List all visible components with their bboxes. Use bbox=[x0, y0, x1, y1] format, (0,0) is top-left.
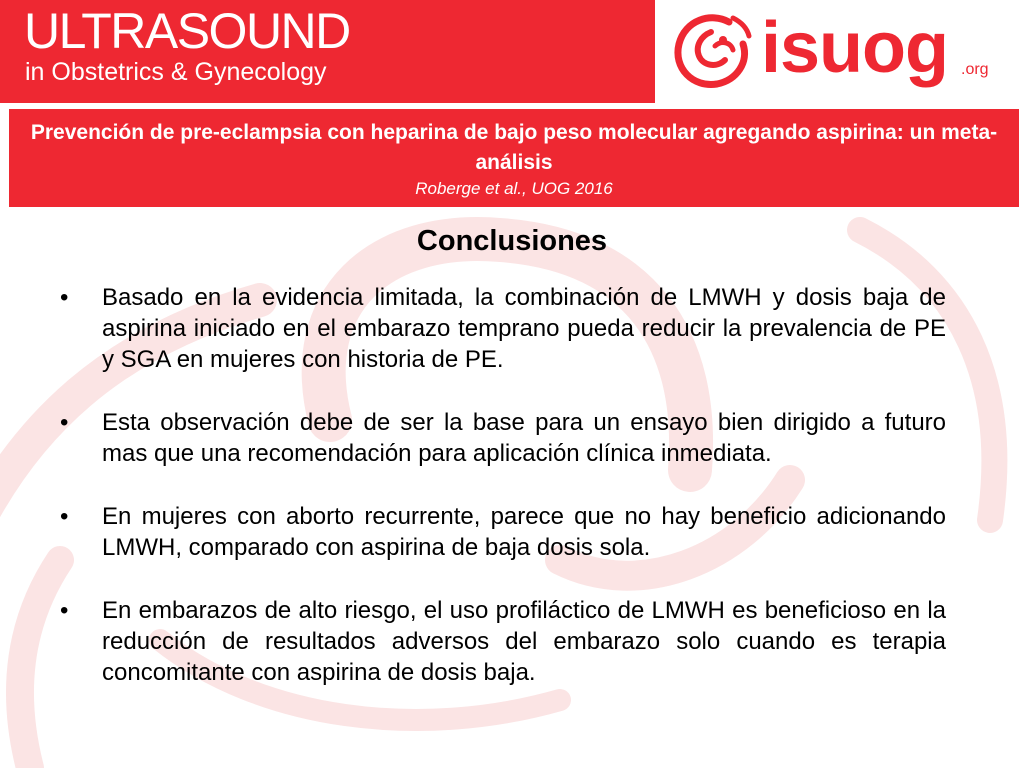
isuog-domain-suffix: .org bbox=[961, 61, 989, 78]
journal-name: ULTRASOUND bbox=[24, 3, 350, 59]
section-heading: Conclusiones bbox=[416, 225, 608, 257]
conclusion-text: Basado en la evidencia limitada, la combinación de LMWH y dosis baja de aspirina iniciado en el embarazo temprano pueda reducir la prevalencia de PE y SGA en mujeres con historia de PE. bbox=[102, 284, 946, 373]
bullet-marker: • bbox=[60, 409, 69, 436]
bullet-marker: • bbox=[60, 597, 69, 624]
article-title-box bbox=[9, 109, 1019, 207]
conclusions-list bbox=[60, 282, 946, 720]
bullet-marker: • bbox=[60, 503, 69, 530]
conclusion-text: Esta observación debe de ser la base para un ensayo bien dirigido a futuro mas que una recomendación para aplicación clínica inmediata. bbox=[102, 409, 946, 467]
article-citation: Roberge et al., UOG 2016 bbox=[415, 179, 613, 198]
conclusion-text: En mujeres con aborto recurrente, parece que no hay beneficio adicionando LMWH, comparado con aspirina de baja dosis sola. bbox=[102, 503, 946, 561]
bullet-marker: • bbox=[60, 284, 69, 311]
journal-header bbox=[0, 0, 1024, 103]
journal-subtitle: in Obstetrics & Gynecology bbox=[25, 58, 327, 86]
isuog-mother-child-icon bbox=[671, 10, 753, 92]
conclusion-item bbox=[60, 501, 946, 563]
isuog-logo bbox=[655, 0, 1024, 103]
conclusion-item bbox=[60, 595, 946, 688]
article-title: Prevención de pre-eclampsia con heparina de bajo peso molecular agregando aspirina: un meta-análisis bbox=[30, 121, 998, 174]
conclusion-item bbox=[60, 282, 946, 375]
isuog-wordmark: isuog bbox=[761, 8, 948, 88]
conclusion-item bbox=[60, 407, 946, 469]
conclusion-text: En embarazos de alto riesgo, el uso profiláctico de LMWH es beneficioso en la reducción de resultados adversos del embarazo solo cuando es terapia concomitante con aspirina de dosis baja. bbox=[102, 597, 946, 686]
